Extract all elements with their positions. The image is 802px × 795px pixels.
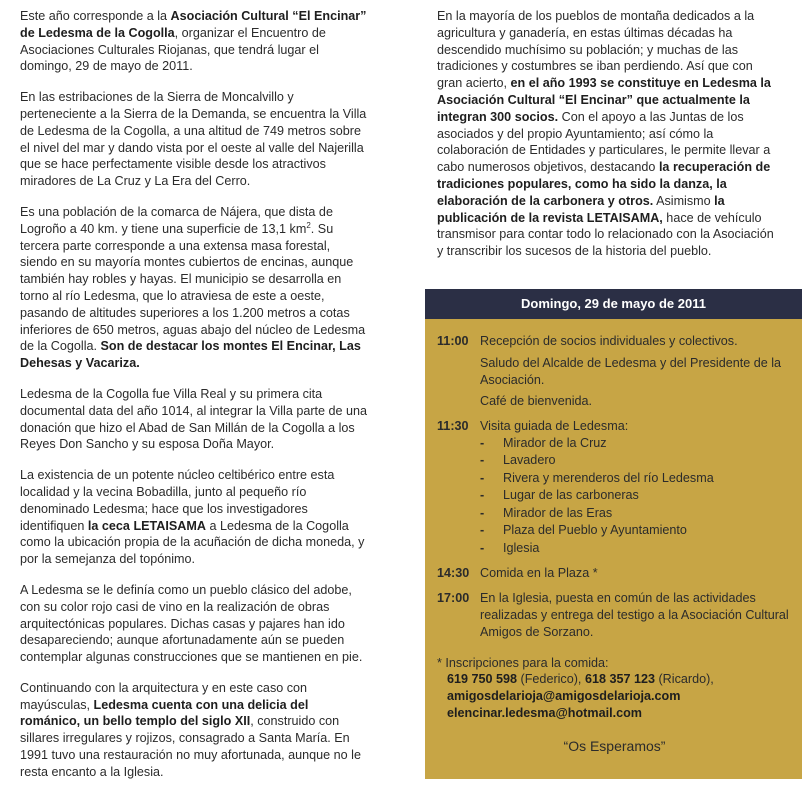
association-paragraph: En la mayoría de los pueblos de montaña dedicados a la agricultura y ganadería, en estas últimas décadas ha descendido muchísimo su población; y muchas de las tradiciones y costumbres se iban perdiendo. Así que con gran acierto, en el año 1993 se constituye en Ledesma la Asociación Cultural “El Encinar” que actualmente la integran 300 socios. Con el apoyo a las Juntas de los asociados y del propio Ayuntamiento; así cómo la colaboración de Entidades y particulares, le permite llevar a cabo numerosos objetivos, destacando la recuperación de tradiciones populares, como ha sido la danza, la elaboración de la carbonera y otros. Asimismo la publicación de la revista LETAISAMA, hace de vehículo transmisor para contar todo lo relacionado con la Asociación y transcribir los sucesos de la historia del pueblo.: [437, 9, 774, 259]
romanesque-paragraph: Continuando con la arquitectura y en este caso con mayúsculas, Ledesma cuenta con una delicia del románico, un bello templo del siglo XII, construido con sillares irregulares y rojizos, consagrado a Santa María. En 1991 tuvo una restauración no muy afortunada, aunque no le resta encanto a la Iglesia.: [20, 680, 361, 779]
tour-stops-list: [480, 435, 792, 558]
event-details: [480, 418, 792, 557]
list-item: - Plaza del Pueblo y Ayuntamiento: [480, 522, 792, 540]
intro-paragraph: Este año corresponde a la Asociación Cultural “El Encinar” de Ledesma de la Cogolla, organizar el Encuentro de Asociaciones Culturales Riojanas, que tendrá lugar el domingo, 29 de mayo de 2011.: [20, 9, 367, 74]
event-time: 11:00: [437, 334, 469, 348]
program-schedule: [437, 333, 792, 755]
dash-bullet-icon: -: [480, 470, 485, 485]
event-1100: [437, 333, 792, 410]
event-1130: [437, 418, 792, 557]
email-address[interactable]: elencinar.ledesma@hotmail.com: [447, 706, 642, 721]
registration-phones: 619 750 598 (Federico), 618 357 123 (Ricardo),: [447, 672, 714, 687]
celtiberian-paragraph: La existencia de un potente núcleo celtibérico entre esta localidad y la vecina Bobadilla, junto al pequeño río denominado Ledesma; hace que los investigadores identifiquen la ceca LETAISAMA a Ledesma de la Cogolla como la ubicación propia de la acuñación de dicha moneda, y por la semejanza del topónimo.: [20, 468, 365, 567]
event-details: [480, 333, 792, 410]
email-address[interactable]: amigosdelarioja@amigosdelarioja.com: [447, 689, 681, 704]
closing-message: “Os Esperamos”: [563, 737, 666, 754]
event-time: 14:30: [437, 566, 470, 581]
program-date-header: Domingo, 29 de mayo de 2011: [425, 289, 802, 319]
dash-bullet-icon: -: [480, 505, 485, 520]
registration-notes: [437, 655, 792, 722]
dash-bullet-icon: -: [480, 435, 485, 450]
list-item: - Rivera y merenderos del río Ledesma: [480, 470, 792, 488]
event-time: 17:00: [437, 591, 470, 606]
event-line: Saludo del Alcalde de Ledesma y del Presidente de la Asociación.: [480, 355, 782, 387]
list-item: - Mirador de la Cruz: [480, 435, 792, 453]
location-paragraph: En las estribaciones de la Sierra de Moncalvillo y perteneciente a la Sierra de la Demanda, se encuentra la Villa de Ledesma de la Cogolla, a una altitud de 749 metros sobre el nivel del mar y dando vista por el oeste al valle del Najerilla que se hace perfectamente visible desde los atractivos miradores de La Cruz y La Era del Cerro.: [20, 90, 367, 189]
event-details: Comida en la Plaza *: [480, 566, 598, 581]
left-column: [20, 8, 368, 795]
tour-intro: Visita guiada de Ledesma:: [480, 419, 629, 434]
event-time: 11:30: [437, 419, 469, 434]
list-item: - Lavadero: [480, 452, 792, 470]
adobe-paragraph: A Ledesma se le definía como un pueblo clásico del adobe, con su color rojo casi de vino en la realización de obras arquitectónicas populares. Dichas casas y pajares han ido desapareciendo; aunque afortunadamente aún se pueden contemplar algunas construcciones que se mantienen en pie.: [20, 582, 363, 665]
history-paragraph: Ledesma de la Cogolla fue Villa Real y su primera cita documental data del año 1014, al integrar la Villa parte de una donación que hizo el Abad de San Millán de la Cogolla a los Reyes Don Sancho y su esposa Doña Mayor.: [20, 386, 368, 452]
dash-bullet-icon: -: [480, 453, 485, 468]
event-1430: [437, 565, 792, 582]
list-item: - Mirador de las Eras: [480, 505, 792, 523]
registration-intro: * Inscripciones para la comida:: [437, 655, 609, 670]
event-details: En la Iglesia, puesta en común de las actividades realizadas y entrega del testigo a la Asociación Cultural Amigos de Sorzano.: [480, 591, 789, 639]
dash-bullet-icon: -: [480, 540, 485, 555]
program-panel: [425, 289, 802, 779]
list-item: - Lugar de las carboneras: [480, 487, 792, 505]
right-column-text: [437, 8, 780, 260]
dash-bullet-icon: -: [480, 488, 485, 503]
dash-bullet-icon: -: [480, 523, 485, 538]
phone-number: 618 357 123: [584, 672, 655, 687]
event-1700: [437, 590, 792, 640]
event-line: Recepción de socios individuales y colectivos.: [480, 334, 738, 348]
phone-number: 619 750 598: [447, 672, 518, 687]
geography-paragraph: Es una población de la comarca de Nájera, que dista de Logroño a 40 km. y tiene una superficie de 13,1 $km^2$. Su tercera parte corresponde a una extensa masa forestal, siendo en su mayoría montes cubiertos de encinas, aunque también hay robles y hayas. El municipio se desarrolla en torno al río Ledesma, que lo atraviesa de este a oeste, pasando de altitudes superiores a los 1.200 metros a cotas inferiores de 650 metros, aguas abajo del núcleo de Ledesma de la Cogolla. Son de destacar los montes El Encinar, Las Dehesas y Vacariza.: [20, 204, 366, 371]
list-item: - Iglesia: [480, 540, 792, 558]
event-line: Café de bienvenida.: [480, 394, 593, 409]
